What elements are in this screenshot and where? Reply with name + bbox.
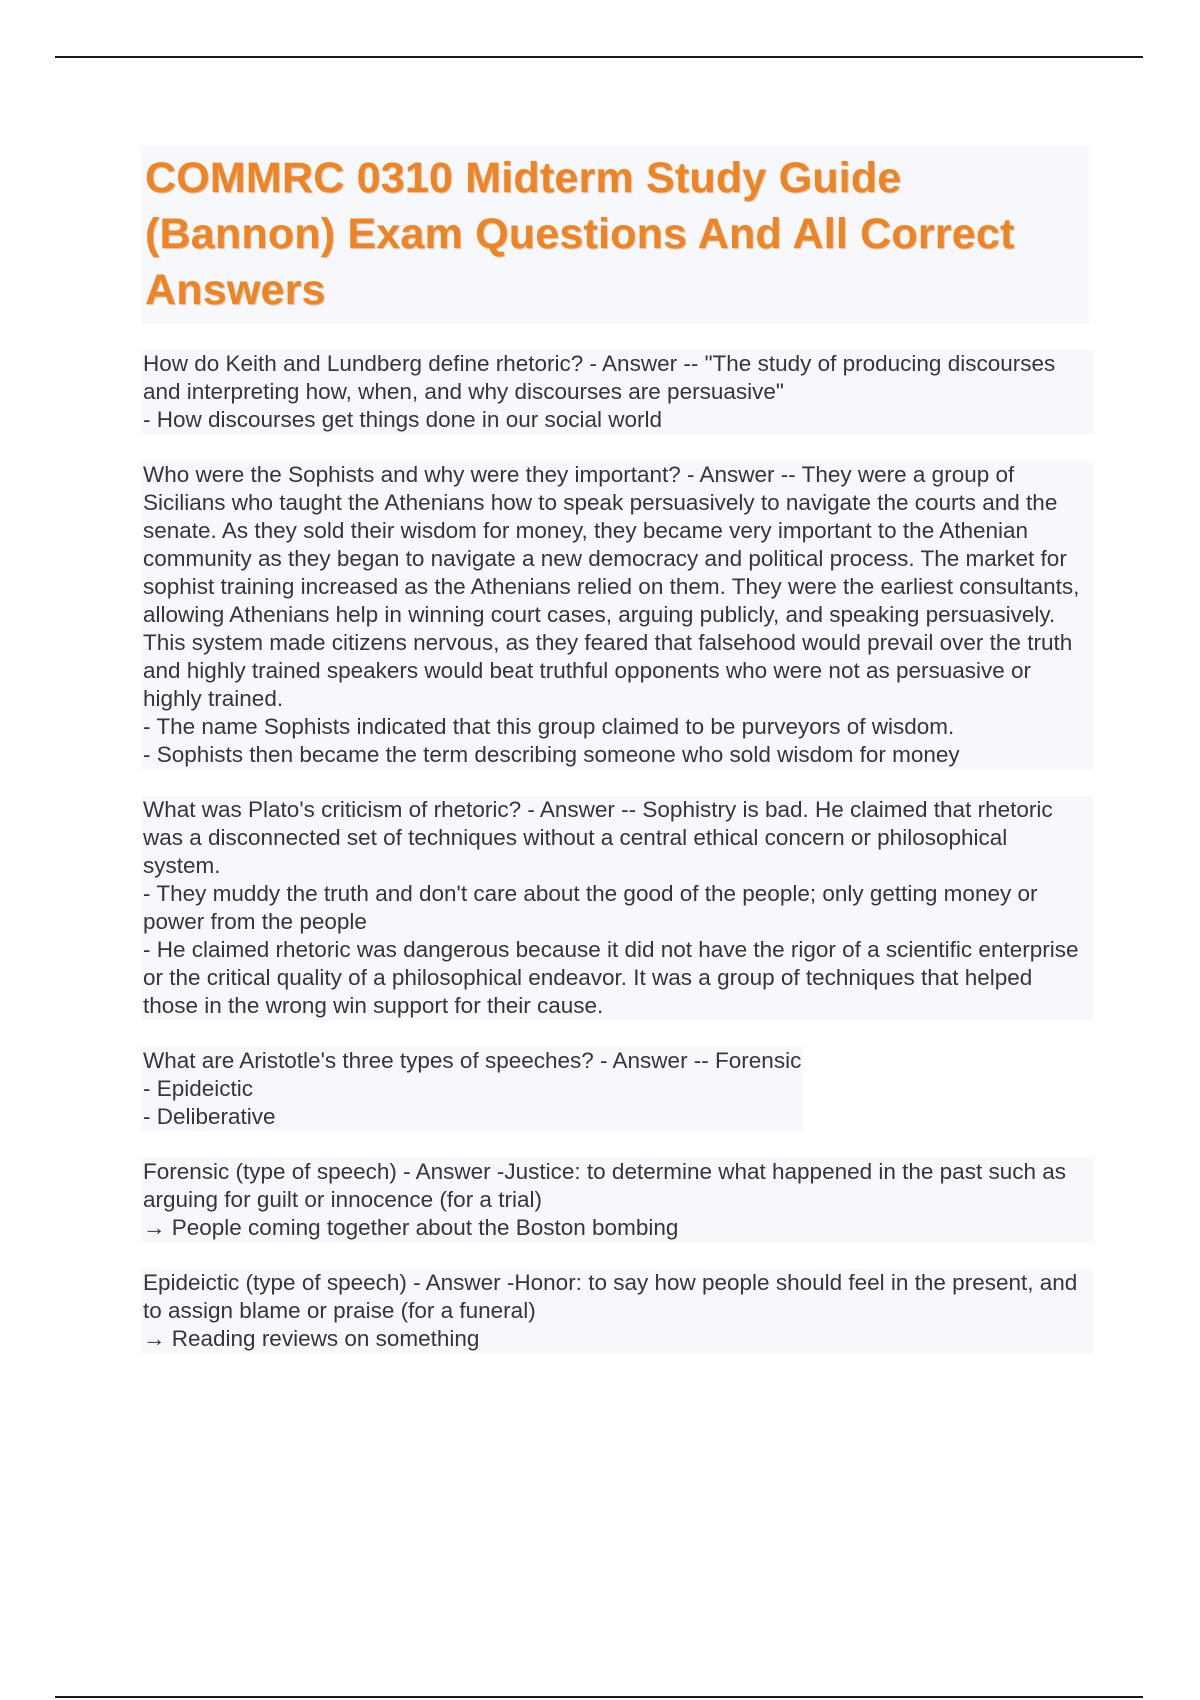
qa-line: - The name Sophists indicated that this group claimed to be purveyors of wisdom.: [143, 714, 955, 739]
qa-line: Forensic (type of speech) - Answer -Justice: to determine what happened in the past such as arguing for guilt or innocence (for a trial): [143, 1159, 1073, 1212]
qa-line: Epideictic (type of speech) - Answer -Honor: to say how people should feel in the present, and to assign blame or praise (for a funeral): [143, 1270, 1084, 1323]
qa-line: Who were the Sophists and why were they important? - Answer -- They were a group of Sicilians who taught the Athenians how to speak persuasively to navigate the courts and the senate. As they sold their wisdom for money, they became very important to the Athenian community as they began to navigate a new democracy and political process. The market for sophist training increased as the Athenians relied on them. They were the earliest consultants, allowing Athenians help in winning court cases, arguing publicly, and speaking persuasively. This system made citizens nervous, as they feared that falsehood would prevail over the truth and highly trained speakers would beat truthful opponents who were not as persuasive or highly trained.: [143, 462, 1086, 711]
top-rule: [55, 56, 1143, 58]
qa-line: What are Aristotle's three types of speeches? - Answer -- Forensic: [143, 1048, 802, 1073]
qa-block-forensic: [143, 1158, 1093, 1242]
qa-block-plato: [143, 796, 1093, 1020]
qa-line: → Reading reviews on something: [143, 1326, 480, 1351]
qa-line: How do Keith and Lundberg define rhetoric? - Answer -- "The study of producing discourses and interpreting how, when, and why discourses are persuasive": [143, 351, 1062, 404]
document-body: [143, 146, 1093, 1353]
qa-line: - They muddy the truth and don't care about the good of the people; only getting money or power from the people: [143, 881, 1044, 934]
title-box: [141, 146, 1089, 324]
qa-block-aristotle: [143, 1047, 1093, 1131]
qa-line: - Epideictic: [143, 1076, 254, 1101]
qa-line: - How discourses get things done in our social world: [143, 407, 663, 432]
qa-line: → People coming together about the Boston bombing: [143, 1215, 679, 1240]
qa-block-keith-lundberg: [143, 350, 1093, 434]
qa-block-sophists: [143, 461, 1093, 769]
qa-text: [141, 1047, 803, 1131]
qa-line: - He claimed rhetoric was dangerous because it did not have the rigor of a scientific enterprise or the critical quality of a philosophical endeavor. It was a group of techniques that helped those in the wrong win support for their cause.: [143, 937, 1085, 1018]
qa-text: [141, 461, 1093, 769]
qa-text: [141, 350, 1093, 434]
qa-line: What was Plato's criticism of rhetoric? - Answer -- Sophistry is bad. He claimed that rhetoric was a disconnected set of techniques without a central ethical concern or philosophical system.: [143, 797, 1059, 878]
qa-text: [141, 796, 1093, 1020]
qa-text: [141, 1158, 1093, 1242]
qa-block-epideictic: [143, 1269, 1093, 1353]
qa-line: - Deliberative: [143, 1104, 276, 1129]
bottom-rule: [55, 1696, 1143, 1698]
document-title: COMMRC 0310 Midterm Study Guide (Bannon) Exam Questions And All Correct Answers: [145, 154, 1015, 314]
qa-text: [141, 1269, 1093, 1353]
qa-line: - Sophists then became the term describing someone who sold wisdom for money: [143, 742, 960, 767]
